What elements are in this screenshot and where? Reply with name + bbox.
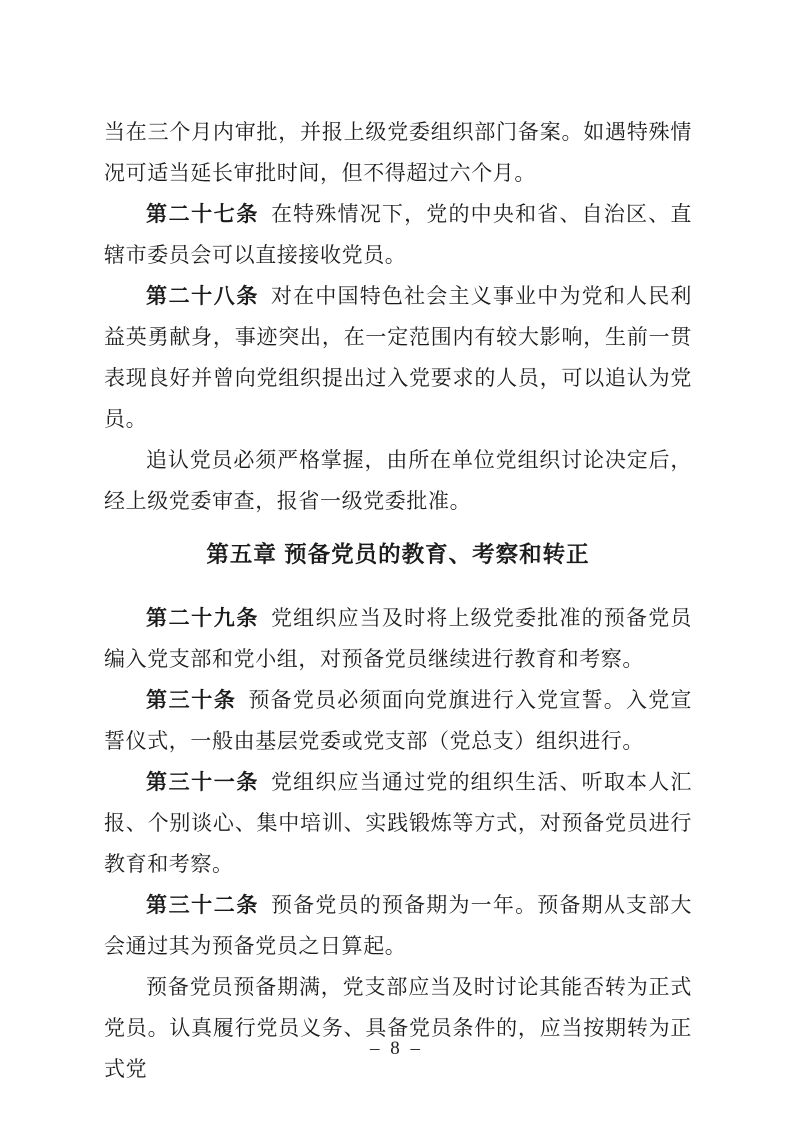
- article-27-number: 第二十七条: [146, 203, 259, 226]
- article-28-number: 第二十八条: [146, 285, 259, 308]
- paragraph-continuation: 当在三个月内审批，并报上级党委组织部门备案。如遇特殊情况可适当延长审批时间，但不得超过六个月。: [104, 120, 692, 185]
- article-32-number: 第三十二条: [146, 894, 259, 917]
- paragraph-article-29: [104, 598, 692, 680]
- article-31-text: 党组织应当通过党的组织生活、听取本人汇报、个别谈心、集中培训、实践锻炼等方式，对预备党员进行教育和考察。: [104, 770, 693, 876]
- article-29-number: 第二十九条: [146, 607, 259, 630]
- document-body: [104, 112, 692, 1090]
- article-28-text: 对在中国特色社会主义事业中为党和人民利益英勇献身，事迹突出，在一定范围内有较大影响，生前一贯表现良好并曾向党组织提出过入党要求的人员，可以追认为党员。: [104, 284, 693, 431]
- paragraph-article-27: [104, 194, 692, 276]
- chapter-heading: 第五章 预备党员的教育、考察和转正: [206, 542, 590, 567]
- paragraph-probation-expiry: 预备党员预备期满，党支部应当及时讨论其能否转为正式党员。认真履行党员义务、具备党员条件的，应当按期转为正式党: [104, 975, 692, 1081]
- page-number: – 8 –: [370, 1038, 423, 1059]
- paragraph-posthumous-admission: 追认党员必须严格掌握，由所在单位党组织讨论决定后，经上级党委审查，报省一级党委批准。: [104, 448, 692, 513]
- article-27-text: 在特殊情况下，党的中央和省、自治区、直辖市委员会可以直接接收党员。: [104, 202, 693, 267]
- article-31-number: 第三十一条: [146, 771, 259, 794]
- article-30-text: 预备党员必须面向党旗进行入党宣誓。入党宣誓仪式，一般由基层党委或党支部（党总支）组织进行。: [104, 688, 693, 753]
- paragraph-article-32: [104, 885, 692, 967]
- article-29-text: 党组织应当及时将上级党委批准的预备党员编入党支部和党小组，对预备党员继续进行教育和考察。: [104, 606, 693, 671]
- paragraph-article-31: [104, 762, 692, 885]
- paragraph-article-30: [104, 680, 692, 762]
- article-32-text: 预备党员的预备期为一年。预备期从支部大会通过其为预备党员之日算起。: [104, 893, 693, 958]
- paragraph-article-28: [104, 276, 692, 440]
- article-30-number: 第三十条: [146, 689, 237, 712]
